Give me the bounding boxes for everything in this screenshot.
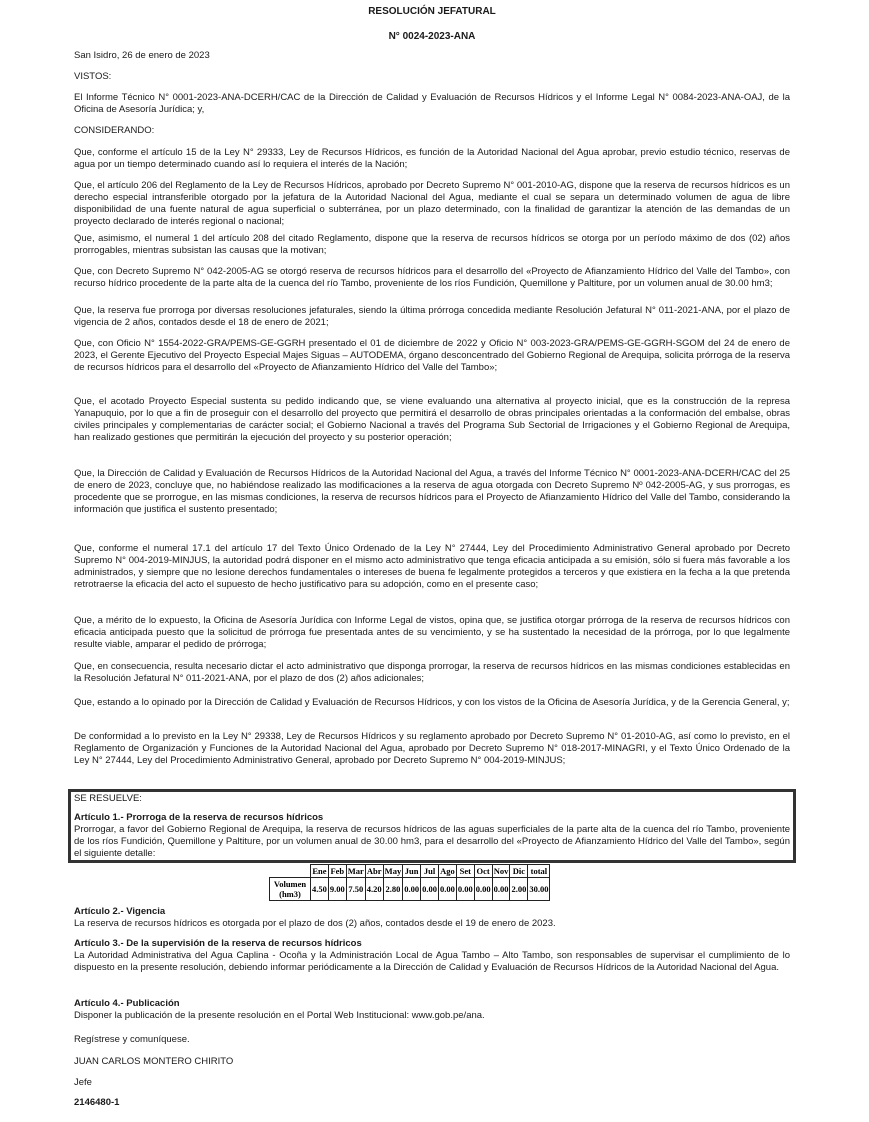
article-1-text: Prorrogar, a favor del Gobierno Regional de Arequipa, la reserva de recursos hídricos de las aguas superficiales de la parte alta de la cuenca del río Tambo, proveniente de los ríos Fundición, Quemillone y Paltiture, por un volumen anual de 30.00 hm3, para el desarrollo del «Proyecto de Afianzamiento Hídrico del Valle del Tambo», según el siguiente detalle: [74, 824, 790, 859]
volume-cell: 0.00 [421, 878, 439, 901]
volume-table [269, 864, 550, 901]
volume-cell: 0.00 [492, 878, 510, 901]
volume-cell: 2.00 [510, 878, 528, 901]
article-2-text: La reserva de recursos hídricos es otorgada por el plazo de dos (2) años, contados desde el 19 de enero de 2023. [74, 918, 556, 929]
considerando-paragraph: Que, asimismo, el numeral 1 del artículo 208 del citado Reglamento, dispone que la reserva de recursos hídricos se otorga por un período máximo de dos (02) años prorrogables, mientras subsistan las causas que la motivan; [74, 233, 790, 256]
table-corner [270, 865, 311, 878]
closing-text: Regístrese y comuníquese. [74, 1034, 190, 1045]
total-cell: 30.00 [528, 878, 550, 901]
volume-cell: 0.00 [438, 878, 456, 901]
volume-cell: 0.00 [403, 878, 421, 901]
month-header: May [384, 866, 402, 876]
considerando-paragraph: Que, con Oficio N° 1554-2022-GRA/PEMS-GE-GGRH presentado el 01 de diciembre de 2022 y Oficio N° 003-2023-GRA/PEMS-GE-GGRH-SGOM del 24 de enero de 2023, el Gerente Ejecutivo del Proyecto Especial Majes Siguas – AUTODEMA, órgano desconcentrado del Gobierno Regional de Arequipa, solicita prórroga de la reserva de recursos hídricos para el desarrollo del «Proyecto de Afianzamiento Hídrico del Valle del Tambo»; [74, 338, 790, 373]
considerando-paragraph: Que, estando a lo opinado por la Dirección de Calidad y Evaluación de Recursos Hídricos, y con los vistos de la Oficina de Asesoría Jurídica, y de la Gerencia General, y; [74, 697, 790, 708]
month-header: Jul [421, 865, 439, 878]
vistos-label: VISTOS: [74, 71, 112, 82]
volume-table-header-row [270, 865, 550, 878]
month-header: Jun [403, 865, 421, 878]
considerando-paragraph: Que, el artículo 206 del Reglamento de la Ley de Recursos Hídricos, aprobado por Decreto Supremo N° 001-2010-AG, dispone que la reserva de recursos hídricos es un derecho especial intransferible otorgado por la jefatura de la Autoridad Nacional del Agua, mediante el cual se separa un determinado volumen de agua de libre disponibilidad de una fuente natural de agua superficial o subterránea, por un plazo determinado, con la finalidad de garantizar la atención de las demandas de un proyecto declarado de interés regional o nacional; [74, 180, 790, 227]
month-header: Feb [328, 865, 346, 878]
vistos-text: El Informe Técnico N° 0001-2023-ANA-DCERH/CAC de la Dirección de Calidad y Evaluación de Recursos Hídricos y el Informe Legal N° 0084-2023-ANA-OAJ, de la Oficina de Asesoría Jurídica; y, [74, 92, 790, 115]
resolution-number: N° 0024-2023-ANA [388, 31, 476, 42]
considerando-paragraph: De conformidad a lo previsto en la Ley N° 29338, Ley de Recursos Hídricos y su reglamento aprobado por Decreto Supremo N° 01-2010-AG, así como lo previsto, en el Reglamento de Organización y Funciones de la Autoridad Nacional del Agua, aprobado por Decreto Supremo N° 018-2017-MINAGRI, y el Texto Único Ordenado de la Ley N° 27444, Ley del Procedimiento Administrativo General, aprobado por Decreto Supremo N° 004-2019-MINJUS; [74, 731, 790, 766]
total-header: total [528, 865, 550, 878]
volume-table-row [270, 878, 550, 901]
month-header: Ene [312, 866, 327, 876]
document-title: RESOLUCIÓN JEFATURAL [368, 6, 496, 17]
considerando-paragraph: Que, a mérito de lo expuesto, la Oficina de Asesoría Jurídica con Informe Legal de vistos, opina que, se justifica otorgar prórroga de la reserva de recursos hídricos con eficacia anticipada puesto que la solicitud de prórroga fue presentada antes de su vencimiento, y se ha sustentado la necesidad de la prórroga, por lo que legalmente resulte viable, amparar el pedido de prórroga; [74, 615, 790, 650]
month-header: Nov [493, 866, 509, 876]
article-4-text: Disponer la publicación de la presente resolución en el Portal Web Institucional: www.gob.pe/ana. [74, 1010, 485, 1021]
volume-cell: 4.20 [365, 878, 383, 901]
article-1-title: Artículo 1.- Prorroga de la reserva de recursos hídricos [74, 812, 324, 823]
volume-cell: 4.50 [311, 878, 329, 901]
volume-cell: 7.50 [346, 878, 365, 901]
signer-role: Jefe [74, 1077, 92, 1088]
considerando-paragraph: Que, la Dirección de Calidad y Evaluación de Recursos Hídricos de la Autoridad Nacional del Agua, a través del Informe Técnico N° 0001-2023-ANA-DCERH/CAC del 25 de enero de 2023, concluye que, no habiéndose realizado las modificaciones a la reserva de agua otorgada con Decreto Supremo Nº 042-2005-AG, y sus prorrogas, es procedente que se prorrogue, en las mismas condiciones, la reserva de recursos hídricos para el Proyecto de Afianzamiento Hídrico del Valle del Tambo, considerando la información que justifica el sustento presentado; [74, 468, 790, 515]
month-header: Mar [347, 866, 364, 876]
volume-cell: 0.00 [474, 878, 492, 901]
month-header: Ago [440, 866, 455, 876]
signer-name: JUAN CARLOS MONTERO CHIRITO [74, 1056, 234, 1067]
volume-cell: 9.00 [328, 878, 346, 901]
considerando-paragraph: Que, el acotado Proyecto Especial sustenta su pedido indicando que, se viene evaluando una alternativa al proyecto inicial, que es la construcción de la represa Yanapuquio, por lo que a fin de proseguir con el desarrollo del proyecto que permitirá el desarrollo de obras principales orientadas a la conformación del embalse, obras civiles principales y complementarias de carácter social; el Gobierno Nacional a través del Programa Sub Sectorial de Irrigaciones y el Gobierno Regional de Arequipa, han realizado gestiones que permitirán la ejecución del proyecto y su posterior operación; [74, 396, 790, 443]
article-3-title: Artículo 3.- De la supervisión de la reserva de recursos hídricos [74, 938, 362, 949]
row-label: Volumen (hm3) [270, 878, 311, 901]
volume-cell: 0.00 [456, 878, 474, 901]
considerando-paragraph: Que, conforme el numeral 17.1 del artículo 17 del Texto Único Ordenado de la Ley N° 27444, Ley del Procedimiento Administrativo General aprobado por Decreto Supremo N° 004-2019-MINJUS, la autoridad podrá disponer en el mismo acto administrativo que tenga eficacia anticipada a su emisión, sólo si fuera más favorable a los administrados, y siempre que no lesione derechos fundamentales o intereses de buena fe legalmente protegidos a terceros y que existiera en la fecha a la que pretenda retrotraerse la eficacia del acto el supuesto de hecho justificativo para su adopción, como en el presente caso; [74, 543, 790, 590]
se-resuelve-label: SE RESUELVE: [74, 793, 142, 804]
considerando-paragraph: Que, con Decreto Supremo N° 042-2005-AG se otorgó reserva de recursos hídricos para el desarrollo del «Proyecto de Afianzamiento Hídrico del Valle del Tambo», con recurso hídrico procedente de la parte alta de la cuenca del río Tambo, proveniente de los ríos Fundición, Quemillone y Paltiture, por un volumen anual de 30.00 hm3; [74, 266, 790, 289]
article-2-title: Artículo 2.- Vigencia [74, 906, 166, 917]
considerando-label: CONSIDERANDO: [74, 125, 155, 136]
place-date: San Isidro, 26 de enero de 2023 [74, 50, 210, 61]
se-resuelve-frame [68, 789, 796, 863]
considerando-paragraph: Que, en consecuencia, resulta necesario dictar el acto administrativo que disponga prorrogar, la reserva de recursos hídricos en las mismas condiciones establecidas en la Resolución Jefatural N° 011-2021-ANA, por el plazo de dos (2) años adicionales; [74, 661, 790, 684]
month-header: Oct [474, 865, 492, 878]
considerando-paragraph: Que, conforme el artículo 15 de la Ley N° 29333, Ley de Recursos Hídricos, es función de la Autoridad Nacional del Agua aprobar, previo estudio técnico, reservas de agua por un tiempo determinado cuando así lo requiera el interés de la Nación; [74, 147, 790, 170]
document-code: 2146480-1 [74, 1097, 120, 1108]
article-3-text: La Autoridad Administrativa del Agua Caplina - Ocoña y la Administración Local de Agua Tambo – Alto Tambo, son responsables de supervisar el cumplimiento de lo dispuesto en la presente resolución, debiendo informar periódicamente a la Dirección de Calidad y Evaluación de Recursos Hídricos de la Autoridad Nacional del Agua. [74, 950, 790, 973]
month-header: Set [456, 865, 474, 878]
considerando-paragraph: Que, la reserva fue prorroga por diversas resoluciones jefaturales, siendo la última prórroga concedida mediante Resolución Jefatural N° 011-2021-ANA, por el plazo de vigencia de 2 años, contados desde el 18 de enero de 2021; [74, 305, 790, 328]
volume-cell: 2.80 [383, 878, 403, 901]
month-header: Abr [366, 866, 382, 876]
article-4-title: Artículo 4.- Publicación [74, 998, 180, 1009]
month-header: Dic [510, 865, 528, 878]
